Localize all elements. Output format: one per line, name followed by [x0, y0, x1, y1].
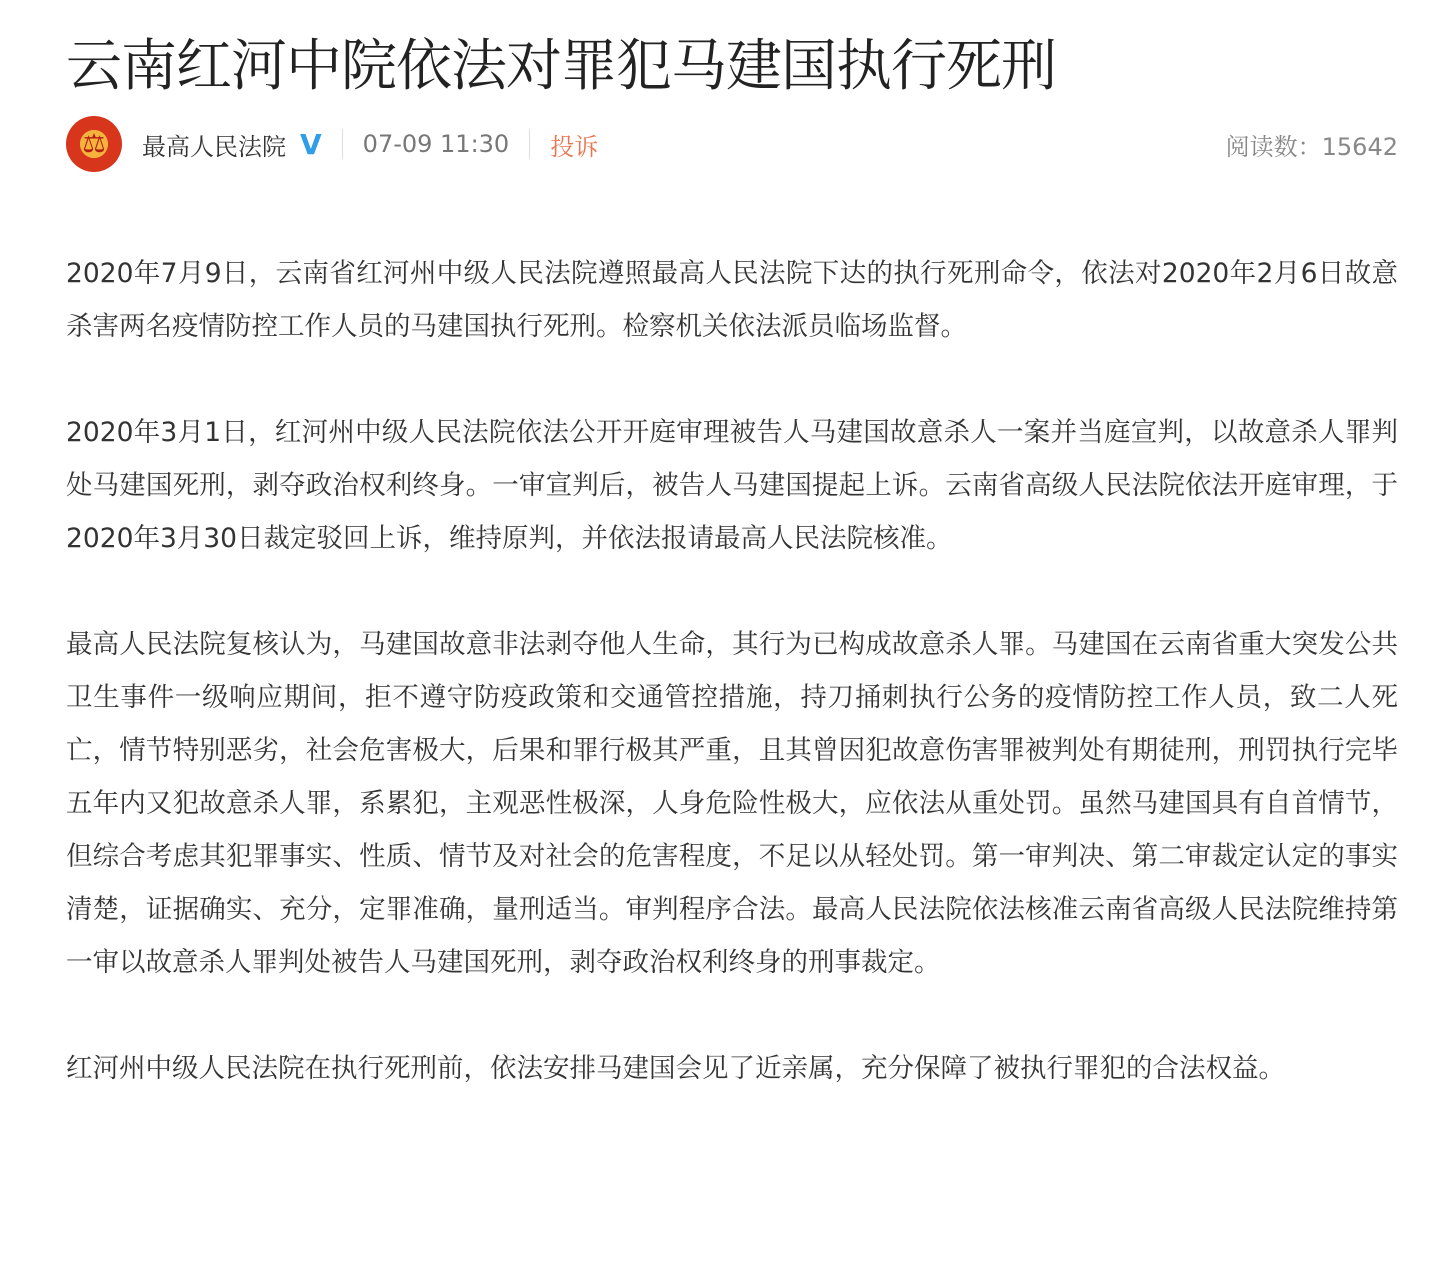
divider [342, 129, 343, 159]
court-emblem-avatar[interactable]: ⚖ [66, 116, 122, 172]
article-body [66, 247, 1398, 1148]
paragraph: 2020年3月1日，红河州中级人民法院依法公开开庭审理被告人马建国故意杀人一案并当庭宣判，以故意杀人罪判处马建国死刑，剥夺政治权利终身。一审宣判后，被告人马建国提起上诉。云南省高级人民法院依法开庭审理，于2020年3月30日裁定驳回上诉，维持原判，并依法报请最高人民法院核准。 [66, 417, 1398, 554]
paragraph: 2020年7月9日，云南省红河州中级人民法院遵照最高人民法院下达的执行死刑命令，依法对2020年2月6日故意杀害两名疫情防控工作人员的马建国执行死刑。检察机关依法派员临场监督。 [66, 258, 1398, 342]
divider [529, 129, 530, 159]
author-name[interactable]: 最高人民法院 [142, 132, 286, 161]
article-meta [66, 116, 1398, 172]
article-title: 云南红河中院依法对罪犯马建国执行死刑 [66, 34, 1056, 99]
paragraph: 最高人民法院复核认为，马建国故意非法剥夺他人生命，其行为已构成故意杀人罪。马建国在云南省重大突发公共卫生事件一级响应期间，拒不遵守防疫政策和交通管控措施，持刀捅刺执行公务的疫情防控工作人员，致二人死亡，情节特别恶劣，社会危害极大，后果和罪行极其严重，且其曾因犯故意伤害罪被判处有期徒刑，刑罚执行完毕五年内又犯故意杀人罪，系累犯，主观恶性极深，人身危险性极大，应依法从重处罚。虽然马建国具有自首情节，但综合考虑其犯罪事实、性质、情节及对社会的危害程度，不足以从轻处罚。第一审判决、第二审裁定认定的事实清楚，证据确实、充分，定罪准确，量刑适当。审判程序合法。最高人民法院依法核准云南省高级人民法院维持第一审以故意杀人罪判处被告人马建国死刑，剥夺政治权利终身的刑事裁定。 [66, 629, 1398, 978]
read-count: 阅读数：15642 [1225, 132, 1398, 161]
verified-badge-icon: V [300, 127, 322, 161]
publish-time: 07-09 11:30 [362, 130, 510, 158]
paragraph: 红河州中级人民法院在执行死刑前，依法安排马建国会见了近亲属，充分保障了被执行罪犯的合法权益。 [66, 1053, 1285, 1084]
report-link[interactable]: 投诉 [550, 132, 599, 161]
